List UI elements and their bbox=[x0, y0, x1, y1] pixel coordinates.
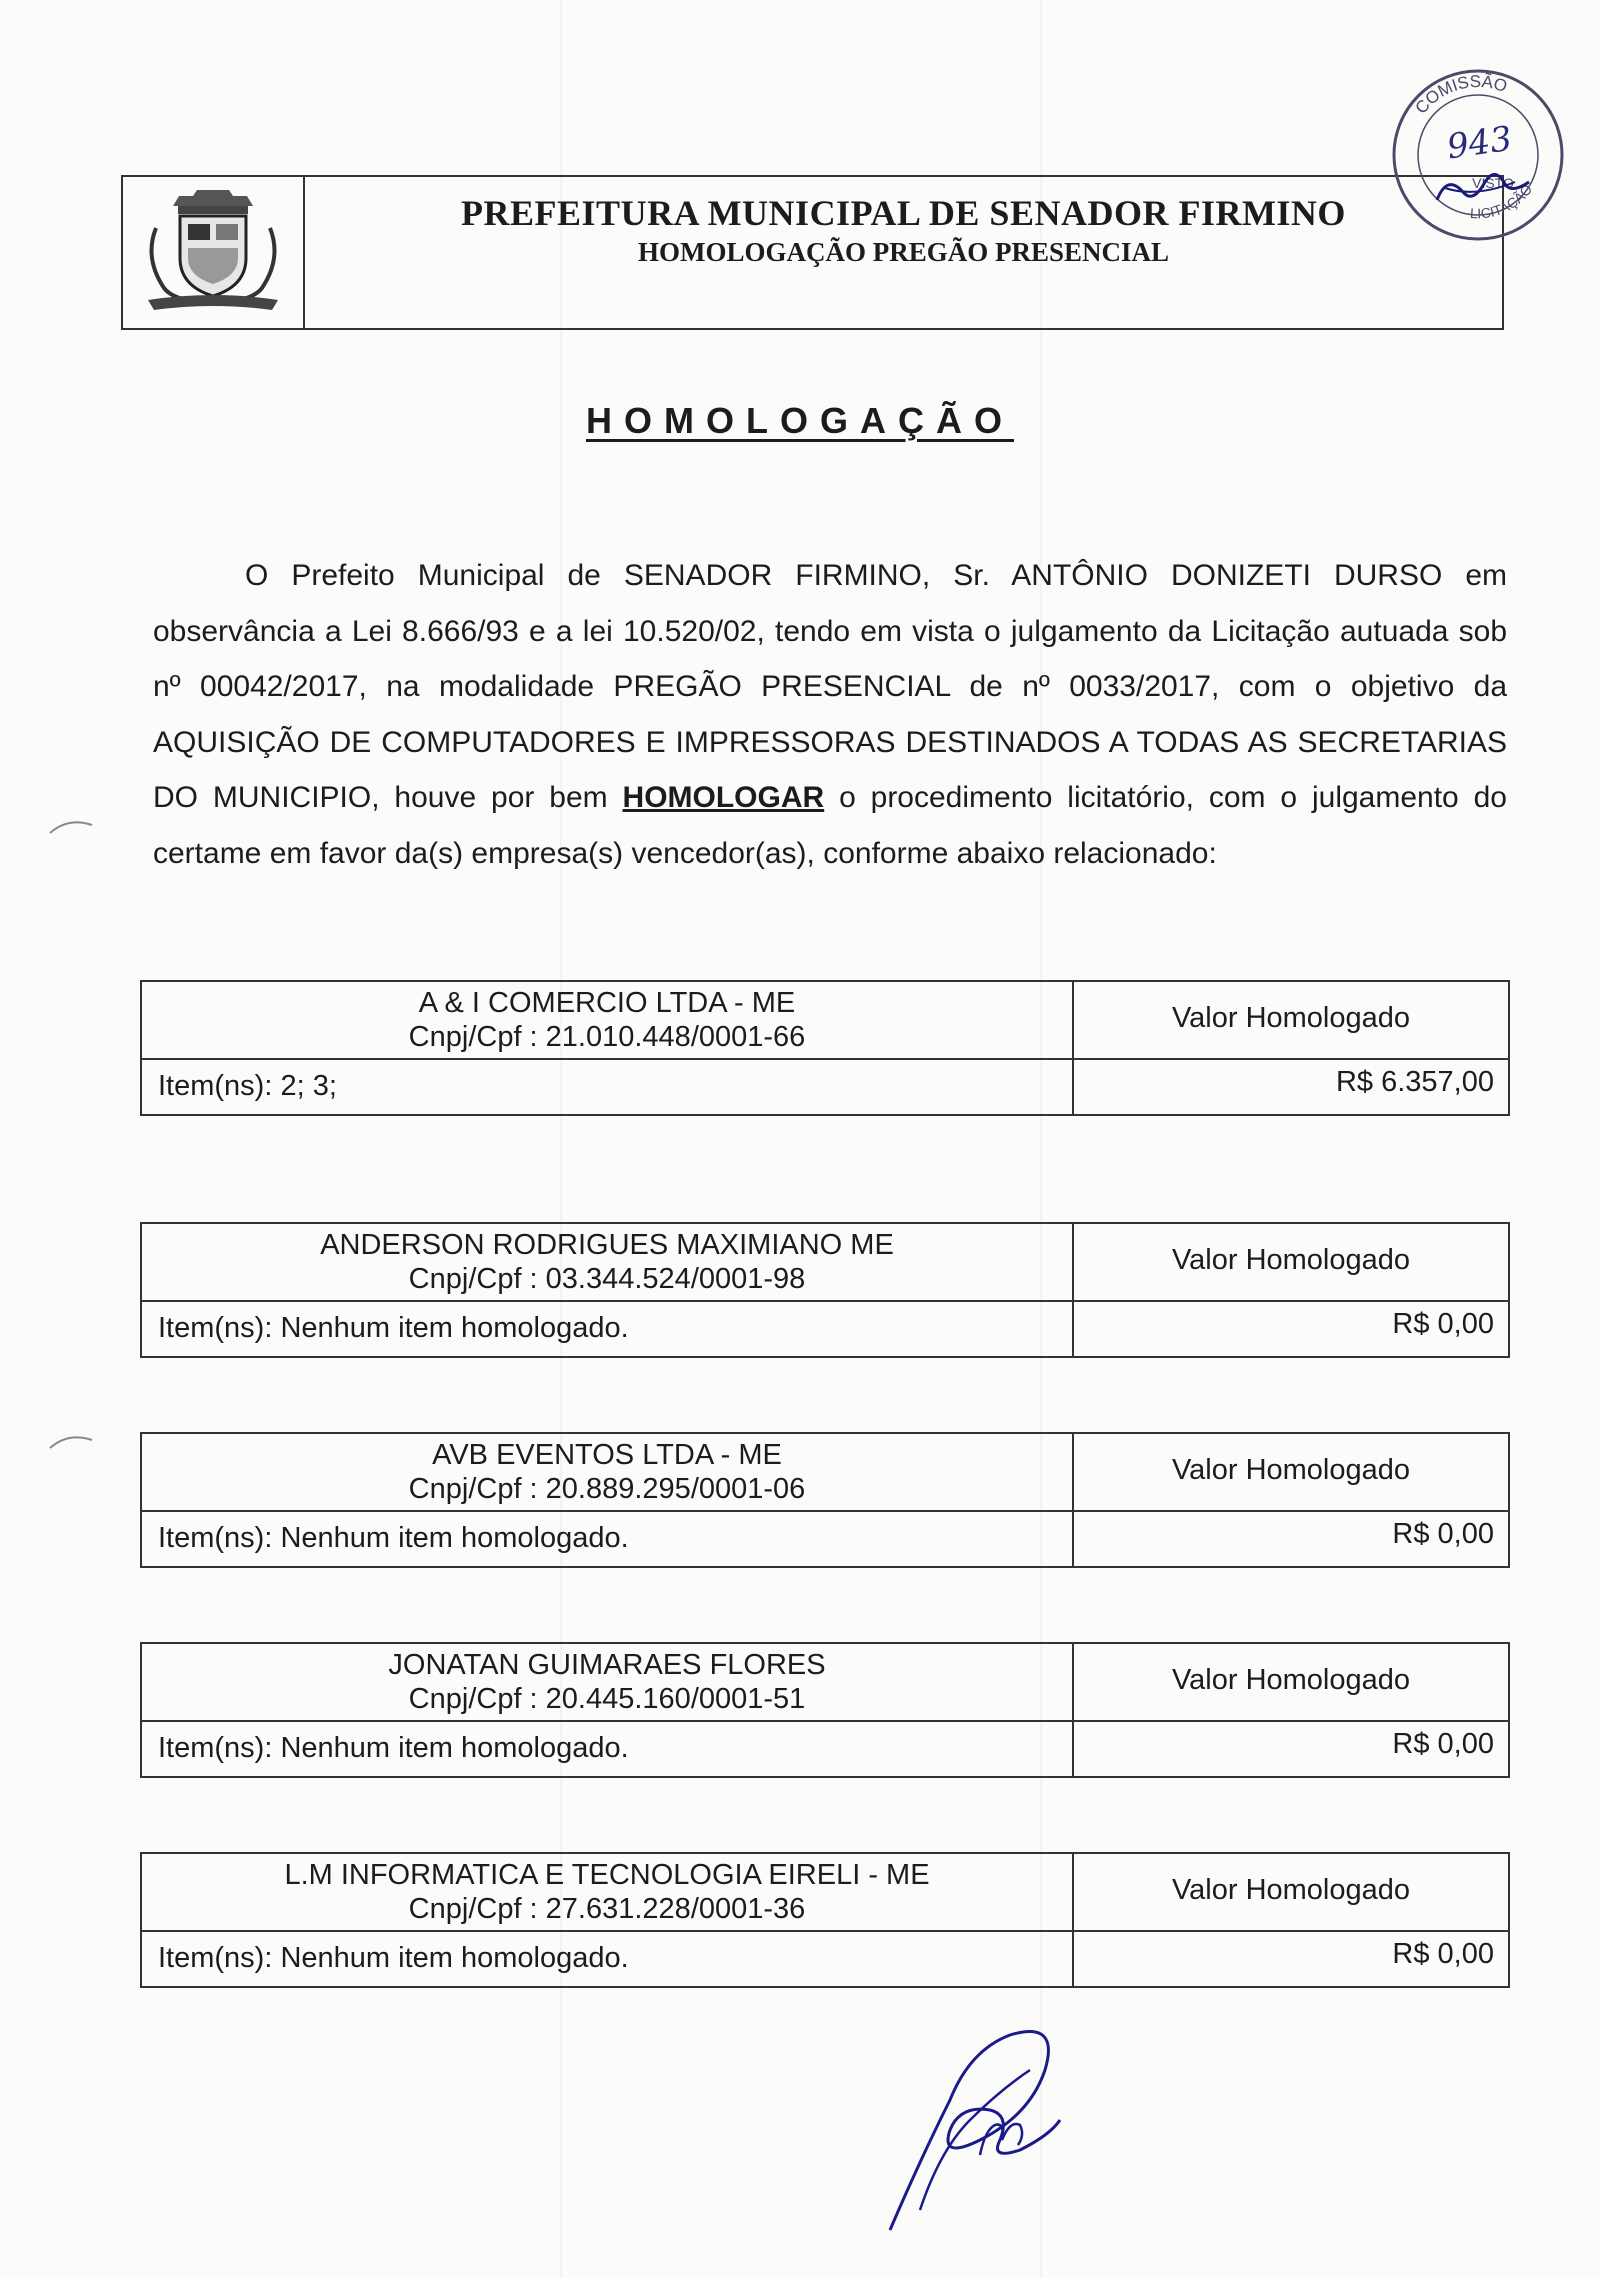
margin-mark bbox=[48, 1430, 96, 1452]
body-paragraph bbox=[153, 548, 1507, 881]
vendor-name-block bbox=[142, 1858, 1072, 1926]
vendor-value: R$ 0,00 bbox=[1392, 1728, 1494, 1760]
vendor-items: Item(ns): Nenhum item homologado. bbox=[158, 1522, 629, 1554]
valor-homologado-label: Valor Homologado bbox=[1171, 1454, 1411, 1486]
vendor-name: AVB EVENTOS LTDA - ME bbox=[432, 1439, 782, 1471]
margin-mark bbox=[48, 815, 96, 837]
vendor-value: R$ 0,00 bbox=[1392, 1518, 1494, 1550]
valor-homologado-label: Valor Homologado bbox=[1171, 1664, 1411, 1696]
svg-text:VISTO: VISTO bbox=[1472, 175, 1514, 191]
vendor-items: Item(ns): Nenhum item homologado. bbox=[158, 1942, 629, 1974]
vendor-name: JONATAN GUIMARAES FLORES bbox=[388, 1649, 826, 1681]
vendor-cnpj: Cnpj/Cpf : 20.889.295/0001-06 bbox=[408, 1473, 806, 1505]
letterhead-titles bbox=[305, 191, 1502, 269]
vendor-items: Item(ns): Nenhum item homologado. bbox=[158, 1732, 629, 1764]
crest-cell bbox=[123, 177, 305, 328]
vendor-name: L.M INFORMATICA E TECNOLOGIA EIRELI - ME bbox=[284, 1859, 930, 1891]
vendor-cnpj: Cnpj/Cpf : 27.631.228/0001-36 bbox=[408, 1893, 806, 1925]
vendor-value: R$ 0,00 bbox=[1392, 1308, 1494, 1340]
vendor-items: Item(ns): Nenhum item homologado. bbox=[158, 1312, 629, 1344]
vendor-entry bbox=[140, 1852, 1510, 1988]
municipal-coat-of-arms-icon bbox=[138, 188, 288, 318]
commission-stamp-icon bbox=[1385, 62, 1571, 248]
vendor-value: R$ 6.357,00 bbox=[1335, 1066, 1494, 1098]
vendor-name: ANDERSON RODRIGUES MAXIMIANO ME bbox=[320, 1229, 894, 1261]
vendor-cnpj: Cnpj/Cpf : 20.445.160/0001-51 bbox=[408, 1683, 806, 1715]
vendor-entry bbox=[140, 980, 1510, 1116]
letterhead bbox=[121, 175, 1504, 330]
vendor-name-block bbox=[142, 986, 1072, 1054]
valor-homologado-label: Valor Homologado bbox=[1171, 1002, 1411, 1034]
document-title bbox=[0, 400, 1600, 442]
body-text-part1: O Prefeito Municipal de SENADOR FIRMINO, Sr. ANTÔNIO DONIZETI DURSO em observância a Lei 8.666/93 e a lei 10.520/02, tendo em vista o julgamento da Licitação autuada sob nº 00042/2017, na modalidade PREGÃO PRESENCIAL de nº 0033/2017, com o objetivo da AQUISIÇÃO DE COMPUTADORES E IMPRESSORAS DESTINADOS A TODAS AS SECRETARIAS DO MUNICIPIO, houve por bem bbox=[153, 559, 1507, 814]
vendor-name: A & I COMERCIO LTDA - ME bbox=[418, 987, 796, 1019]
vendor-entry bbox=[140, 1642, 1510, 1778]
svg-text:LICITAÇÃO: LICITAÇÃO bbox=[1469, 181, 1536, 222]
vendor-items: Item(ns): 2; 3; bbox=[158, 1070, 337, 1102]
svg-text:943: 943 bbox=[1444, 118, 1515, 168]
handwritten-signature bbox=[860, 2010, 1100, 2240]
valor-homologado-label: Valor Homologado bbox=[1171, 1874, 1411, 1906]
vendor-name-block bbox=[142, 1228, 1072, 1296]
body-text-part2: o procedimento licitatório, com o julgamento do certame em favor da(s) empresa(s) vencedor(as), conforme abaixo relacionado: bbox=[153, 781, 1507, 870]
municipality-title: PREFEITURA MUNICIPAL DE SENADOR FIRMINO bbox=[461, 193, 1346, 233]
document-title-text: HOMOLOGAÇÃO bbox=[586, 400, 1014, 441]
body-text-highlight: HOMOLOGAR bbox=[622, 781, 825, 814]
vendor-entry bbox=[140, 1432, 1510, 1568]
vendor-cnpj: Cnpj/Cpf : 21.010.448/0001-66 bbox=[408, 1021, 806, 1053]
vendor-name-block bbox=[142, 1438, 1072, 1506]
svg-text:COMISSÃO: COMISSÃO bbox=[1411, 71, 1510, 118]
valor-homologado-label: Valor Homologado bbox=[1171, 1244, 1411, 1276]
document-subtitle: HOMOLOGAÇÃO PREGÃO PRESENCIAL bbox=[637, 237, 1170, 267]
vendor-name-block bbox=[142, 1648, 1072, 1716]
vendor-entry bbox=[140, 1222, 1510, 1358]
vendor-cnpj: Cnpj/Cpf : 03.344.524/0001-98 bbox=[408, 1263, 806, 1295]
vendor-value: R$ 0,00 bbox=[1392, 1938, 1494, 1970]
